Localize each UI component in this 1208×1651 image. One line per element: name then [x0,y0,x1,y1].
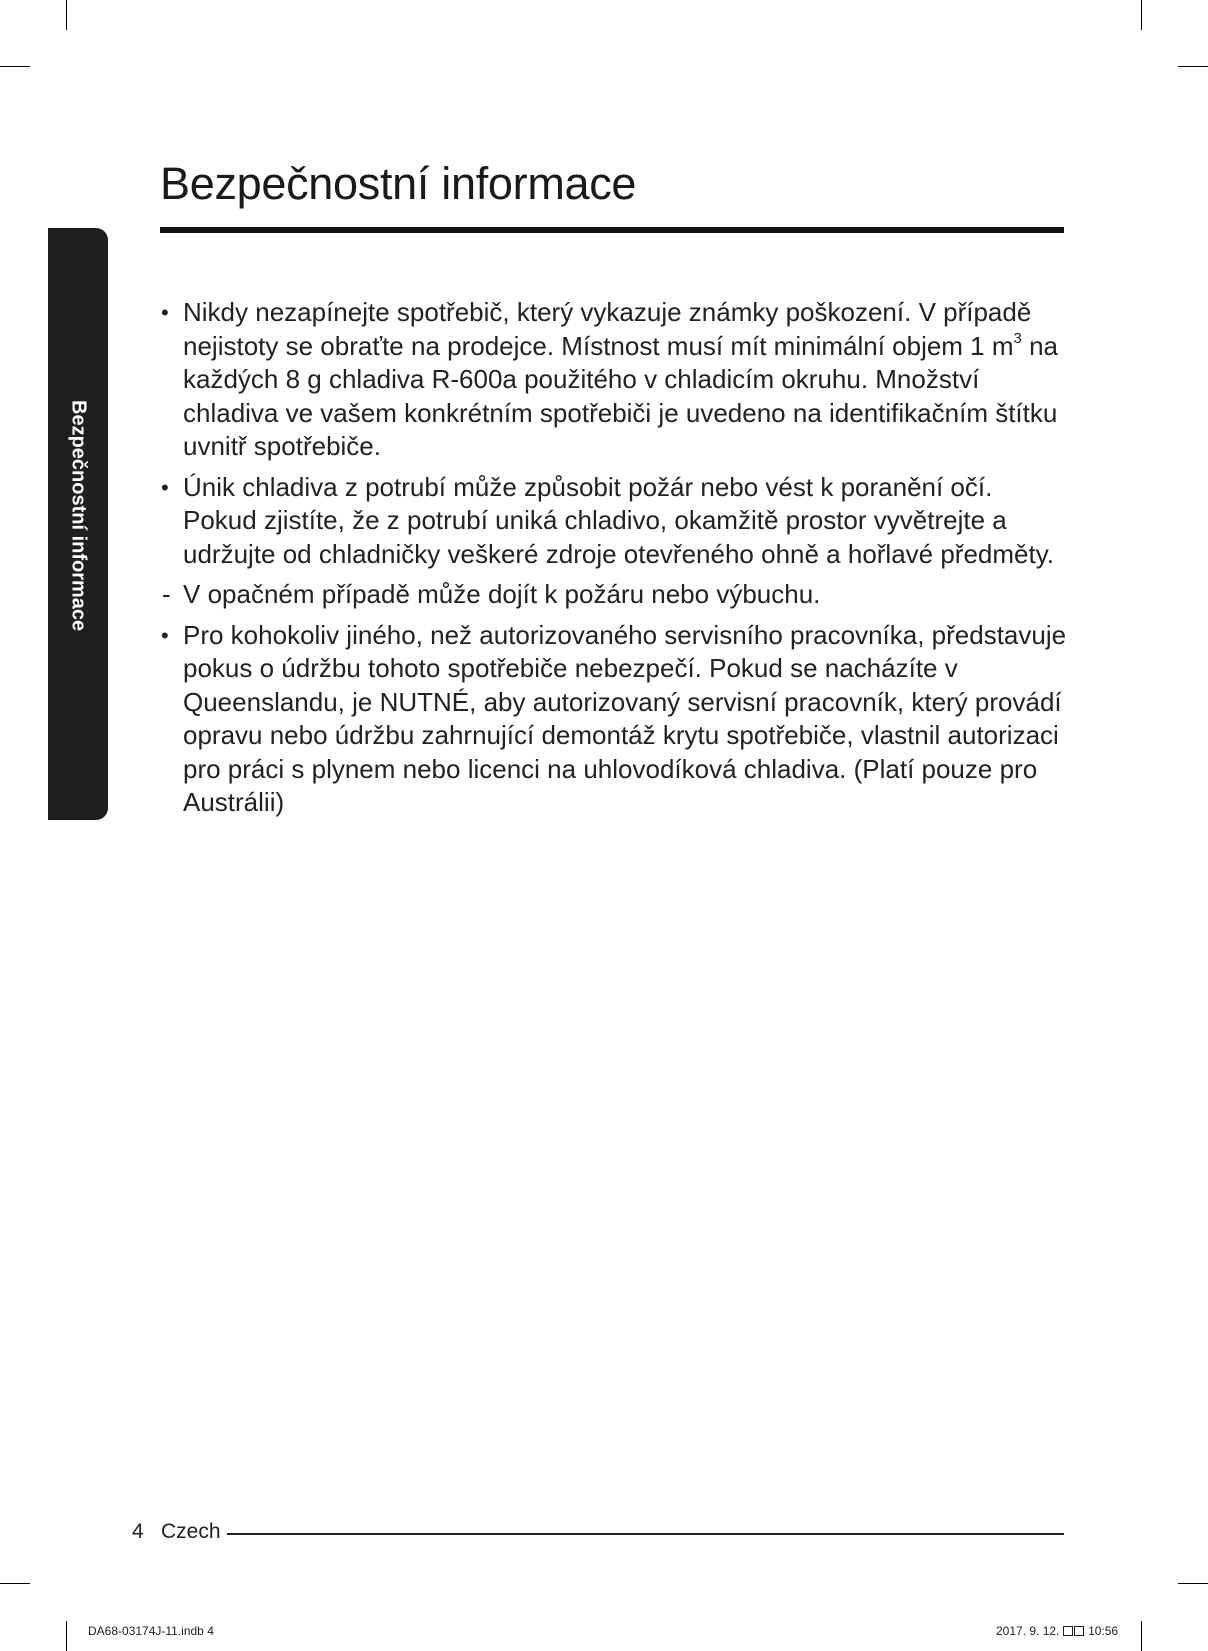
list-item [160,619,1070,820]
crop-mark [0,1583,30,1584]
list-item [160,296,1070,464]
list-item [160,471,1070,572]
print-slug-file: DA68-03174J-11.indb 4 [88,1624,214,1638]
footer-language: Czech [161,1520,221,1543]
print-slug-datetime [996,1624,1118,1638]
crop-mark [0,66,30,67]
page-number: 4 [132,1520,144,1543]
bullet-marker: • [161,474,169,500]
item-text: Únik chladiva z potrubí může způsobit požár nebo vést k poranění očí. Pokud zjistíte, že z potrubí uniká chladivo, okamžitě prostor vyvětrejte a udržujte od chladničky veškeré zdroje otevřeného ohně a hořlavé předměty. [183,471,1055,569]
crop-mark [1178,1583,1208,1584]
superscript: 3 [1013,329,1022,347]
glyph-box-icon [1063,1626,1073,1636]
bullet-marker: • [161,300,169,325]
crop-mark [66,0,67,30]
title-rule [160,227,1064,233]
crop-mark [1178,66,1208,67]
glyph-box-icon [1074,1626,1084,1636]
print-slug-time: 10:56 [1088,1624,1119,1638]
page-title: Bezpečnostní informace [160,158,637,209]
item-text: Nikdy nezapínejte spotřebič, který vykazuje známky poškození. V případě nejistoty se obraťte na prodejce. Místnost musí mít minimální objem 1 $m^3$ na každých 8 g chladiva R-600a použitého v chladicím okruhu. Množství chladiva ve vašem konkrétním spotřebiči je uvedeno na identifikačním štítku uvnitř spotřebiče. [183,297,1059,461]
item-text: V opačném případě může dojít k požáru nebo výbuchu. [183,579,821,609]
dash-marker: - [162,579,171,609]
crop-mark [66,1621,67,1651]
crop-mark [1141,1621,1142,1651]
safety-list [160,296,1070,827]
bullet-marker: • [161,622,169,648]
item-text: Pro kohokoliv jiného, než autorizovaného servisního pracovníka, představuje pokus o údržbu tohoto spotřebiče nebezpečí. Pokud se nacházíte v Queenslandu, je NUTNÉ, aby autorizovaný servisní pracovník, který provádí opravu nebo údržbu zahrnující demontáž krytu spotřebiče, vlastnil autorizaci pro práci s plynem nebo licenci na uhlovodíková chladiva. (Platí pouze pro Austrálii) [183,619,1067,817]
section-side-tab-label: Bezpečnostní informace [67,400,90,632]
crop-mark [1141,0,1142,30]
print-slug-date: 2017. 9. 12. [996,1624,1060,1638]
footer-rule [227,1533,1064,1535]
list-item [160,578,1070,612]
